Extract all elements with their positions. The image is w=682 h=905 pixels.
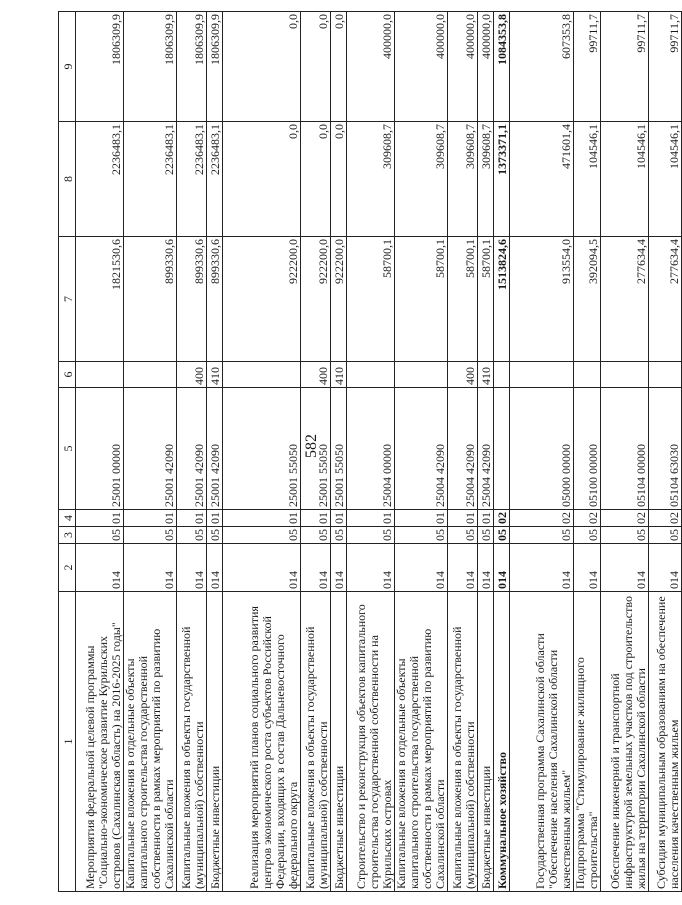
table-cell: 014 [346, 544, 394, 592]
row-label: Государственная программа Сахалинской области "Обеспечение населения Сахалинской области качественным жильем" [509, 592, 573, 892]
table-cell: 104546,1 [573, 122, 600, 237]
table-cell: 01 [124, 510, 177, 527]
table-cell: 01 [346, 510, 394, 527]
column-header: 8 [59, 122, 76, 237]
table-cell: 471601,4 [509, 122, 573, 237]
table-cell: 0,0 [222, 122, 300, 237]
table-cell: 899330,6 [206, 237, 222, 362]
table-cell: 922200,0 [330, 237, 346, 362]
column-header: 4 [59, 510, 76, 527]
table-cell: 309608,7 [346, 122, 394, 237]
table-cell [124, 362, 177, 388]
table-cell: 25001 42090 [124, 388, 177, 510]
table-cell: 05 [300, 527, 330, 544]
row-label: Подпрограмма "Стимулирование жилищного строительства" [573, 592, 600, 892]
table-cell [648, 362, 681, 388]
table-cell: 899330,6 [124, 237, 177, 362]
table-cell: 01 [76, 510, 124, 527]
table-cell: 05 [447, 527, 477, 544]
table-cell: 014 [493, 544, 509, 592]
table-cell: 400 [447, 362, 477, 388]
table-cell: 05 [206, 527, 222, 544]
table-cell: 01 [300, 510, 330, 527]
table-cell: 277634,4 [600, 237, 648, 362]
table-row [493, 12, 509, 892]
row-label: Капитальные вложения в объекты государственной (муниципальной) собственности [447, 592, 477, 892]
table-cell [493, 362, 509, 388]
table-cell: 05 [477, 527, 493, 544]
table-cell: 014 [124, 544, 177, 592]
table-cell: 2236483,1 [124, 122, 177, 237]
row-label: Бюджетные инвестиции [330, 592, 346, 892]
table-cell: 014 [300, 544, 330, 592]
table-cell: 01 [330, 510, 346, 527]
row-label: Строительство и реконструкция объектов капитального строительства государственной собственности на Курильских островах [346, 592, 394, 892]
column-header: 5 [59, 388, 76, 510]
table-cell: 400000,0 [394, 12, 447, 122]
table-cell: 309608,7 [477, 122, 493, 237]
table-cell: 01 [447, 510, 477, 527]
table-cell: 277634,4 [648, 237, 681, 362]
table-cell: 05 [346, 527, 394, 544]
table-cell: 014 [176, 544, 206, 592]
table-cell: 1821530,6 [76, 237, 124, 362]
table-cell: 05 [124, 527, 177, 544]
table-cell: 0,0 [222, 12, 300, 122]
page-number: 582 [303, 434, 320, 458]
table-cell: 25004 42090 [394, 388, 447, 510]
column-header: 7 [59, 237, 76, 362]
table-cell: 0,0 [330, 122, 346, 237]
column-header: 3 [59, 527, 76, 544]
table-row [447, 12, 477, 892]
table-cell: 400 [300, 362, 330, 388]
table-cell: 913554,0 [509, 237, 573, 362]
table-cell: 309608,7 [447, 122, 477, 237]
table-cell: 01 [176, 510, 206, 527]
row-label: Обеспечение инженерной и транспортной инфраструктурой земельных участков под строительство жилья на территории Сахалинской области [600, 592, 648, 892]
table-row [346, 12, 394, 892]
table-row [330, 12, 346, 892]
table-cell: 58700,1 [447, 237, 477, 362]
table-cell: 410 [477, 362, 493, 388]
table-cell: 400000,0 [477, 12, 493, 122]
table-cell [509, 362, 573, 388]
row-label: Реализация мероприятий планов социального развития центров экономического роста субъектов Российской Федерации, входящих в состав Дальневосточного федерального округа [222, 592, 300, 892]
row-label: Капитальные вложения в объекты государственной (муниципальной) собственности [300, 592, 330, 892]
table-row [76, 12, 124, 892]
table-cell: 05000 00000 [509, 388, 573, 510]
table-cell [346, 362, 394, 388]
row-label: Бюджетные инвестиции [206, 592, 222, 892]
rotated-table-wrapper [58, 12, 681, 892]
table-cell: 25004 00000 [346, 388, 394, 510]
table-cell: 02 [600, 510, 648, 527]
table-cell: 99711,7 [648, 12, 681, 122]
table-cell: 05100 00000 [573, 388, 600, 510]
column-header: 1 [59, 592, 76, 892]
table-cell: 25004 42090 [477, 388, 493, 510]
table-cell: 014 [573, 544, 600, 592]
table-cell: 1806309,9 [76, 12, 124, 122]
table-cell: 05 [509, 527, 573, 544]
table-cell: 014 [76, 544, 124, 592]
table-cell: 014 [509, 544, 573, 592]
table-cell: 0,0 [300, 122, 330, 237]
table-cell: 25001 55050 [222, 388, 300, 510]
table-row [477, 12, 493, 892]
table-cell: 0,0 [330, 12, 346, 122]
row-label: Капитальные вложения в отдельные объекты капитального строительства государственной собственности в рамках мероприятий по развитию Сахалинской области [394, 592, 447, 892]
table-cell: 05 [76, 527, 124, 544]
table-cell: 02 [509, 510, 573, 527]
budget-table [58, 11, 682, 892]
table-cell: 25001 00000 [76, 388, 124, 510]
table-cell: 05 [222, 527, 300, 544]
table-cell: 05 [600, 527, 648, 544]
table-cell: 02 [493, 510, 509, 527]
table-cell [493, 388, 509, 510]
table-cell [573, 362, 600, 388]
table-cell: 410 [330, 362, 346, 388]
row-label: Мероприятия федеральной целевой программы "Социально-экономическое развитие Курильских островов (Сахалинская область) на 2016-2025 годы" [76, 592, 124, 892]
table-cell: 01 [477, 510, 493, 527]
table-cell: 014 [447, 544, 477, 592]
table-cell: 25001 42090 [176, 388, 206, 510]
table-cell: 25004 42090 [447, 388, 477, 510]
table-cell: 1084353,8 [493, 12, 509, 122]
row-label: Субсидия муниципальным образованиям на обеспечение населения качественным жильем [648, 592, 681, 892]
table-cell: 899330,6 [176, 237, 206, 362]
table-cell: 05 [573, 527, 600, 544]
table-cell: 58700,1 [394, 237, 447, 362]
table-cell: 2236483,1 [176, 122, 206, 237]
table-cell: 58700,1 [477, 237, 493, 362]
table-row [300, 12, 330, 892]
table-row [394, 12, 447, 892]
table-cell: 410 [206, 362, 222, 388]
table-cell: 05104 63030 [648, 388, 681, 510]
table-cell: 2236483,1 [206, 122, 222, 237]
table-cell: 2236483,1 [76, 122, 124, 237]
row-label: Коммунальное хозяйство [493, 592, 509, 892]
table-cell: 05 [176, 527, 206, 544]
table-cell: 05104 00000 [600, 388, 648, 510]
table-row [573, 12, 600, 892]
table-cell: 014 [477, 544, 493, 592]
table-cell: 1513824,6 [493, 237, 509, 362]
table-cell: 400 [176, 362, 206, 388]
table-row [176, 12, 206, 892]
table-cell: 1806309,9 [124, 12, 177, 122]
table-cell: 01 [206, 510, 222, 527]
table-cell: 014 [330, 544, 346, 592]
table-cell: 392094,5 [573, 237, 600, 362]
table-cell [394, 362, 447, 388]
table-cell [76, 362, 124, 388]
table-cell: 1806309,9 [176, 12, 206, 122]
table-cell: 309608,7 [394, 122, 447, 237]
table-cell: 05 [493, 527, 509, 544]
table-cell: 014 [600, 544, 648, 592]
table-cell: 05 [648, 527, 681, 544]
table-cell: 1373371,1 [493, 122, 509, 237]
table-cell: 014 [222, 544, 300, 592]
table-cell: 922200,0 [222, 237, 300, 362]
column-header: 2 [59, 544, 76, 592]
table-cell: 02 [573, 510, 600, 527]
row-label: Капитальные вложения в объекты государственной (муниципальной) собственности [176, 592, 206, 892]
table-cell: 104546,1 [600, 122, 648, 237]
table-cell: 25001 55050 [300, 388, 330, 510]
table-cell: 1806309,9 [206, 12, 222, 122]
table-row [648, 12, 681, 892]
table-cell: 99711,7 [573, 12, 600, 122]
row-label: Капитальные вложения в отдельные объекты капитального строительства государственной собственности в рамках мероприятий по развитию Сахалинской области [124, 592, 177, 892]
table-row [124, 12, 177, 892]
table-row [206, 12, 222, 892]
table-cell: 05 [330, 527, 346, 544]
row-label: Бюджетные инвестиции [477, 592, 493, 892]
table-cell [600, 362, 648, 388]
table-row [509, 12, 573, 892]
table-cell: 25001 55050 [330, 388, 346, 510]
table-cell: 58700,1 [346, 237, 394, 362]
column-header: 6 [59, 362, 76, 388]
column-header: 9 [59, 12, 76, 122]
table-cell: 922200,0 [300, 237, 330, 362]
table-cell: 02 [648, 510, 681, 527]
table-cell: 01 [394, 510, 447, 527]
table-cell: 014 [394, 544, 447, 592]
table-cell: 400000,0 [346, 12, 394, 122]
table-row [222, 12, 300, 892]
table-cell: 99711,7 [600, 12, 648, 122]
table-cell: 05 [394, 527, 447, 544]
table-cell: 01 [222, 510, 300, 527]
table-cell: 014 [648, 544, 681, 592]
table-cell: 104546,1 [648, 122, 681, 237]
table-cell: 014 [206, 544, 222, 592]
header-row [59, 12, 76, 892]
table-cell: 607353,8 [509, 12, 573, 122]
table-cell: 400000,0 [447, 12, 477, 122]
table-cell [222, 362, 300, 388]
table-cell: 25001 42090 [206, 388, 222, 510]
table-row [600, 12, 648, 892]
table-cell: 0,0 [300, 12, 330, 122]
